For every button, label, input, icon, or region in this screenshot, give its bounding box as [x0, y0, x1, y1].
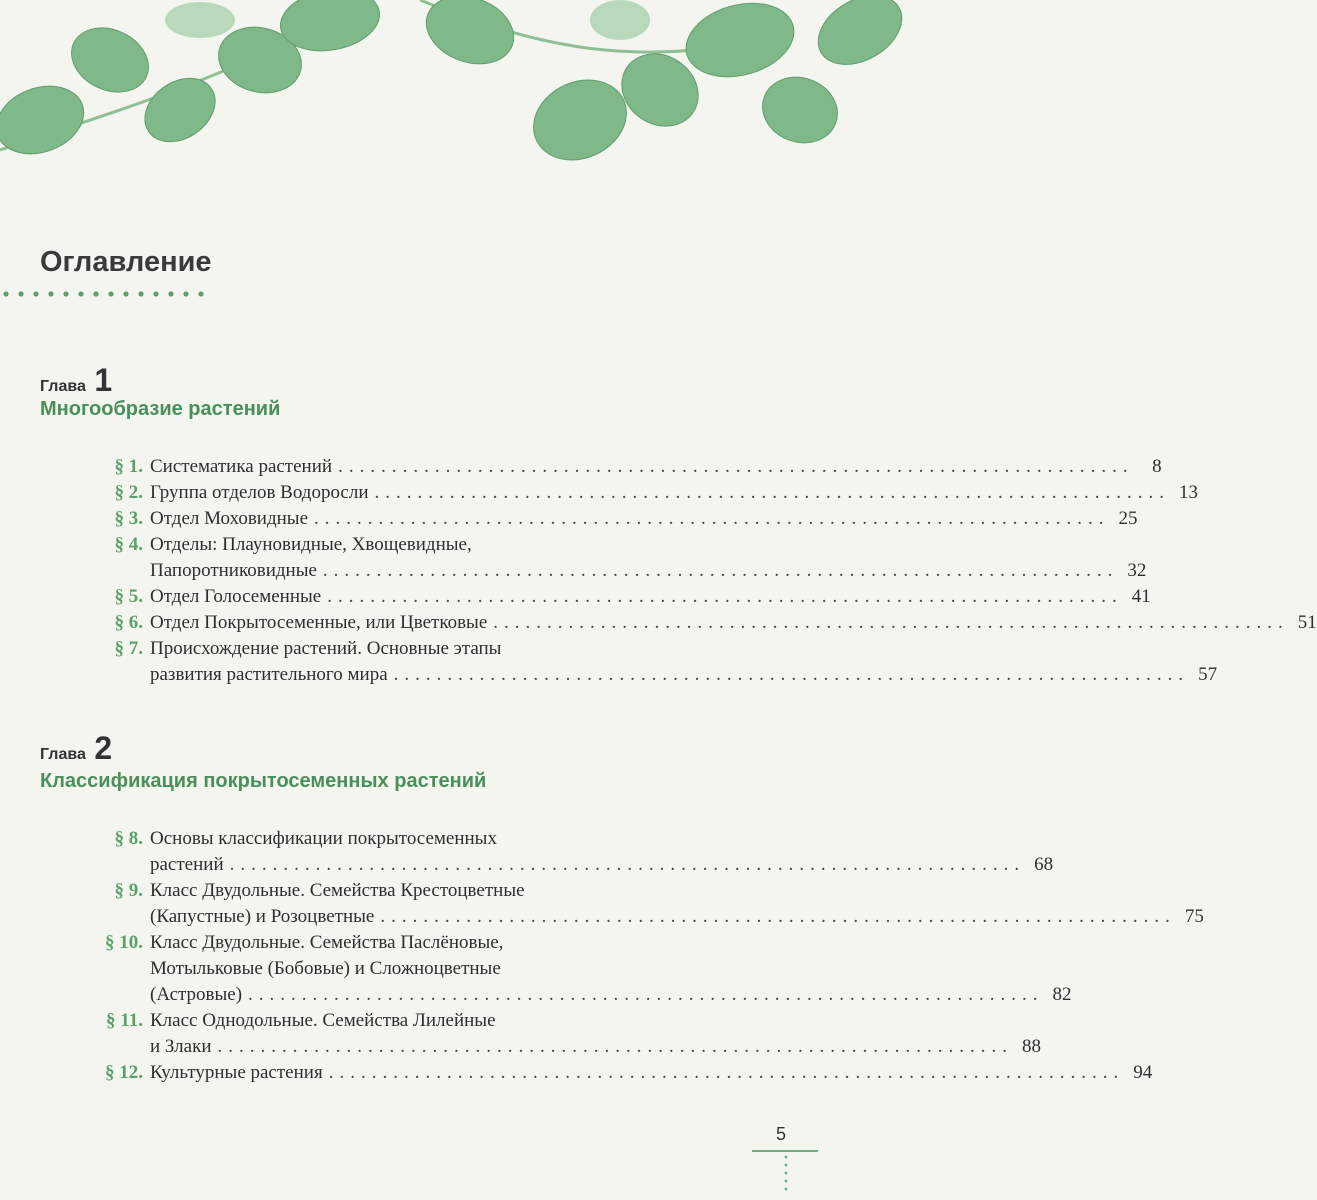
entry-title: Класс Двудольные. Семейства Паслёновые, — [150, 932, 504, 953]
page-ref: 13 — [1179, 482, 1199, 503]
paragraph-number: § 1. — [114, 456, 143, 477]
page-ref: 41 — [1131, 586, 1151, 607]
page-number-rule — [752, 1150, 818, 1152]
paragraph-number: § 8. — [114, 828, 143, 849]
paragraph-number: § 11. — [106, 1010, 143, 1031]
entry-title: Происхождение растений. Основные этапы — [150, 638, 502, 659]
toc-entry[interactable]: § 3. Отдел Моховидные .......................................................................... 25 — [100, 506, 820, 532]
page-ref: 82 — [1052, 984, 1072, 1005]
paragraph-number: § 4. — [114, 534, 143, 555]
paragraph-number: § 9. — [114, 880, 143, 901]
entry-title: Основы классификации покрытосеменных — [150, 828, 497, 849]
chapter-title[interactable]: Многообразие растений — [40, 398, 281, 420]
toc-entry[interactable]: § 7. Происхождение растений. Основные этапы развития растительного мира .......................................................................... 57 — [100, 636, 820, 688]
page-ref: 94 — [1133, 1062, 1153, 1083]
paragraph-number: § 10. — [105, 932, 143, 953]
chapter-word: Глава — [40, 746, 86, 763]
toc-entry[interactable]: § 2. Группа отделов Водоросли .......................................................................... 13 — [100, 480, 820, 506]
chapter-number: 2 — [94, 730, 113, 766]
toc-entry[interactable]: § 5. Отдел Голосеменные .......................................................................... 41 — [100, 584, 820, 610]
toc-entry[interactable]: § 10. Класс Двудольные. Семейства Паслёновые, Мотыльковые (Бобовые) и Сложноцветные (Астровые) .......................................................................... 82 — [100, 930, 820, 1008]
toc-entry[interactable]: § 9. Класс Двудольные. Семейства Крестоцветные (Капустные) и Розоцветные .......................................................................... 75 — [100, 878, 820, 930]
page-ref: 51 — [1297, 612, 1317, 633]
entry-title: растений — [150, 854, 224, 875]
paragraph-number: § 12. — [105, 1062, 143, 1083]
toc-entry[interactable]: § 1. Систематика растений .......................................................................... 8 — [100, 454, 820, 480]
page-number: 5 — [776, 1124, 787, 1144]
leaves-illustration — [0, 0, 900, 220]
toc-entry[interactable]: § 12. Культурные растения .......................................................................... 94 — [100, 1060, 820, 1086]
page-ref: 32 — [1127, 560, 1147, 581]
entry-title: Группа отделов Водоросли — [150, 482, 369, 503]
paragraph-number: § 5. — [114, 586, 143, 607]
toc-entry[interactable]: § 4. Отделы: Плауновидные, Хвощевидные, Папоротниковидные .......................................................................... 32 — [100, 532, 820, 584]
page-number-dots — [784, 1154, 788, 1194]
entry-title: и Злаки — [150, 1036, 212, 1057]
toc-entry[interactable]: § 8. Основы классификации покрытосеменных растений .......................................................................... 68 — [100, 826, 820, 878]
entry-title: развития растительного мира — [150, 664, 388, 685]
paragraph-number: § 3. — [114, 508, 143, 529]
entry-title: Культурные растения — [150, 1062, 323, 1083]
page-ref: 57 — [1198, 664, 1218, 685]
paragraph-number: § 2. — [114, 482, 143, 503]
chapter-label — [40, 362, 112, 399]
entry-title: (Астровые) — [150, 984, 243, 1005]
dotted-rule — [0, 288, 215, 300]
entry-title: Мотыльковые (Бобовые) и Сложноцветные — [150, 958, 501, 979]
page-ref: 25 — [1118, 508, 1138, 529]
entry-title: Класс Двудольные. Семейства Крестоцветные — [150, 880, 525, 901]
page-ref: 88 — [1022, 1036, 1041, 1057]
paragraph-number: § 6. — [114, 612, 143, 633]
page-title: Оглавление — [40, 246, 212, 278]
toc-entry[interactable]: § 11. Класс Однодольные. Семейства Лилейные и Злаки .......................................................................... 88 — [100, 1008, 820, 1060]
entry-title: Систематика растений — [150, 456, 333, 477]
chapter-title[interactable]: Классификация покрытосеменных растений — [40, 770, 487, 792]
page-ref: 8 — [1152, 456, 1162, 477]
entry-title: Папоротниковидные — [150, 560, 317, 581]
entry-title: Класс Однодольные. Семейства Лилейные — [150, 1010, 496, 1031]
entry-title: Отдел Покрытосеменные, или Цветковые — [150, 612, 488, 633]
chapter-label — [40, 730, 112, 767]
page-ref: 68 — [1034, 854, 1054, 875]
page-ref: 75 — [1184, 906, 1204, 927]
entry-title: Отдел Голосеменные — [150, 586, 322, 607]
chapter-word: Глава — [40, 378, 86, 395]
entry-title: Отдел Моховидные — [150, 508, 309, 529]
entry-title: (Капустные) и Розоцветные — [150, 906, 375, 927]
chapter-number: 1 — [94, 362, 113, 398]
paragraph-number: § 7. — [114, 638, 143, 659]
toc-entry[interactable]: § 6. Отдел Покрытосеменные, или Цветковые .......................................................................... 51 — [100, 610, 820, 636]
entry-title: Отделы: Плауновидные, Хвощевидные, — [150, 534, 472, 555]
